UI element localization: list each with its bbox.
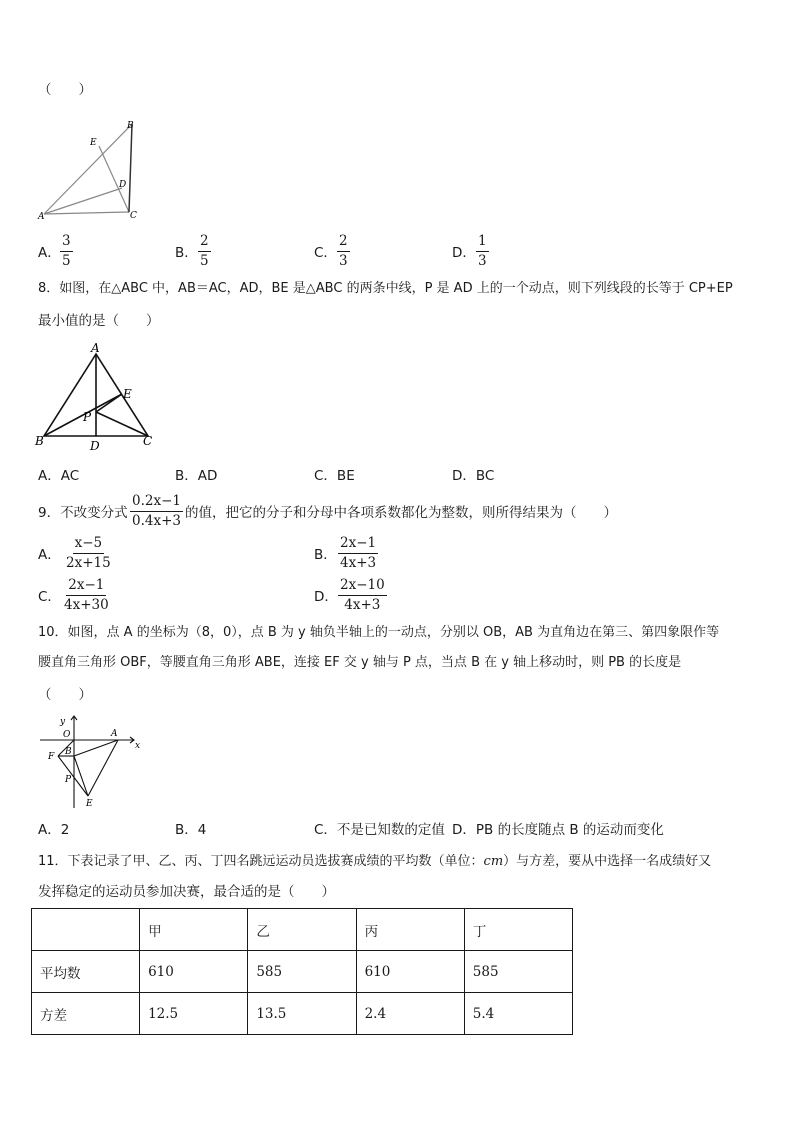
q8-option-b: B．AD (175, 468, 218, 484)
q7-option-a-label: A． (38, 245, 61, 261)
q7-option-b-label: B． (175, 245, 198, 261)
q9-option-b-label: B． (314, 547, 337, 563)
table-cell: 13.5 (248, 993, 356, 1035)
q9-option-d-label: D． (314, 589, 338, 605)
q7-figure (30, 112, 150, 224)
q9-stem-prefix: 9．不改变分式 (38, 505, 128, 521)
q10-label-f: F (48, 752, 55, 762)
table-cell: 平均数 (32, 951, 140, 993)
table-cell: 585 (464, 951, 572, 993)
q10-label-o: O (63, 730, 71, 740)
table-cell: 585 (248, 951, 356, 993)
table-cell: 5.4 (464, 993, 572, 1035)
q11-score-table (31, 908, 573, 1035)
q11-stem-line1: 11．下表记录了甲、乙、丙、丁四名跳远运动员选拔赛成绩的平均数（单位：cm）与方差，要从中选择一名成绩好又 (38, 854, 712, 869)
q9-option-b-fraction: $\frac{2x-1}{4x+3}$ (340, 535, 377, 571)
q7-label-c: C (130, 211, 137, 221)
q7-option-c-label: C． (314, 245, 337, 261)
q9-stem-suffix: 的值，把它的分子和分母中各项系数都化为整数，则所得结果为（ ） (185, 505, 617, 521)
q10-label-y: y (60, 717, 66, 727)
q7-label-d: D (119, 180, 127, 190)
q10-option-b: B．4 (175, 822, 207, 838)
q8-option-d: D．BC (452, 468, 495, 484)
q8-label-b: B (35, 434, 44, 448)
q7-label-a: A (38, 212, 45, 222)
table-header-cell (32, 909, 140, 951)
q7-label-b: B (127, 121, 134, 131)
q11-stem-line2: 发挥稳定的运动员参加决赛，最合适的是（ ） (38, 884, 335, 900)
q8-stem-line1: 8．如图，在△ABC 中，AB＝AC，AD，BE 是△ABC 的两条中线，P 是 AD 上的一个动点，则下列线段的长等于 CP+EP (38, 281, 733, 296)
table-cell: 12.5 (140, 993, 248, 1035)
q10-stem-line2: 腰直角三角形 OBF，等腰直角三角形 ABE，连接 EF 交 y 轴与 P 点，当点 B 在 y 轴上移动时，则 PB 的长度是 (38, 655, 682, 670)
table-cell: 610 (140, 951, 248, 993)
table-header-cell: 丙 (356, 909, 464, 951)
q9-option-a-fraction: $\frac{x-5}{2x+15}$ (66, 535, 111, 571)
q8-label-p: P (83, 410, 92, 424)
q10-label-p: P (65, 775, 72, 785)
table-cell: 2.4 (356, 993, 464, 1035)
q7-answer-blank: （ ） (38, 82, 92, 98)
table-row (32, 951, 573, 993)
q8-option-a: A．AC (38, 468, 80, 484)
q10-label-e: E (86, 799, 93, 809)
q8-label-e: E (123, 387, 132, 401)
q7-option-c-fraction: $\frac{2}{3}$ (339, 233, 348, 269)
q10-label-x: x (135, 741, 141, 751)
q10-option-c: C．不是已知数的定值 (314, 822, 445, 838)
q8-stem-line2: 最小值的是（ ） (38, 313, 160, 329)
table-header-row (32, 909, 573, 951)
q8-option-c: C．BE (314, 468, 355, 484)
q10-label-b: B (65, 747, 72, 757)
q10-stem-line1: 10．如图，点 A 的坐标为（8，0），点 B 为 y 轴负半轴上的一动点，分别以 OB，AB 为直角边在第三、第四象限作等 (38, 625, 720, 640)
q8-label-d: D (90, 439, 100, 452)
q9-option-d-fraction: $\frac{2x-10}{4x+3}$ (340, 577, 385, 613)
q7-option-b-fraction: $\frac{2}{5}$ (200, 233, 209, 269)
q11-unit: cm (483, 854, 504, 869)
q7-option-a-fraction: $\frac{3}{5}$ (62, 233, 71, 269)
table-header-cell: 甲 (140, 909, 248, 951)
table-header-cell: 丁 (464, 909, 572, 951)
q8-label-a: A (91, 341, 100, 355)
q10-option-d: D．PB 的长度随点 B 的运动而变化 (452, 822, 664, 838)
q7-option-d-fraction: $\frac{1}{3}$ (478, 233, 487, 269)
q7-label-e: E (90, 138, 97, 148)
table-header-cell: 乙 (248, 909, 356, 951)
q7-option-d-label: D． (452, 245, 476, 261)
table-cell: 610 (356, 951, 464, 993)
q10-figure (34, 712, 144, 812)
q8-figure (30, 340, 160, 452)
table-row (32, 993, 573, 1035)
q9-option-a-label: A． (38, 547, 61, 563)
q8-label-c: C (143, 434, 153, 448)
q10-answer-blank: （ ） (38, 687, 92, 703)
q10-option-a: A．2 (38, 822, 70, 838)
q9-option-c-fraction: $\frac{2x-1}{4x+30}$ (64, 577, 109, 613)
q10-label-a: A (111, 729, 118, 739)
q9-stem-fraction: $\frac{0.2x-1}{0.4x+3}$ (132, 493, 181, 529)
q9-option-c-label: C． (38, 589, 61, 605)
table-cell: 方差 (32, 993, 140, 1035)
